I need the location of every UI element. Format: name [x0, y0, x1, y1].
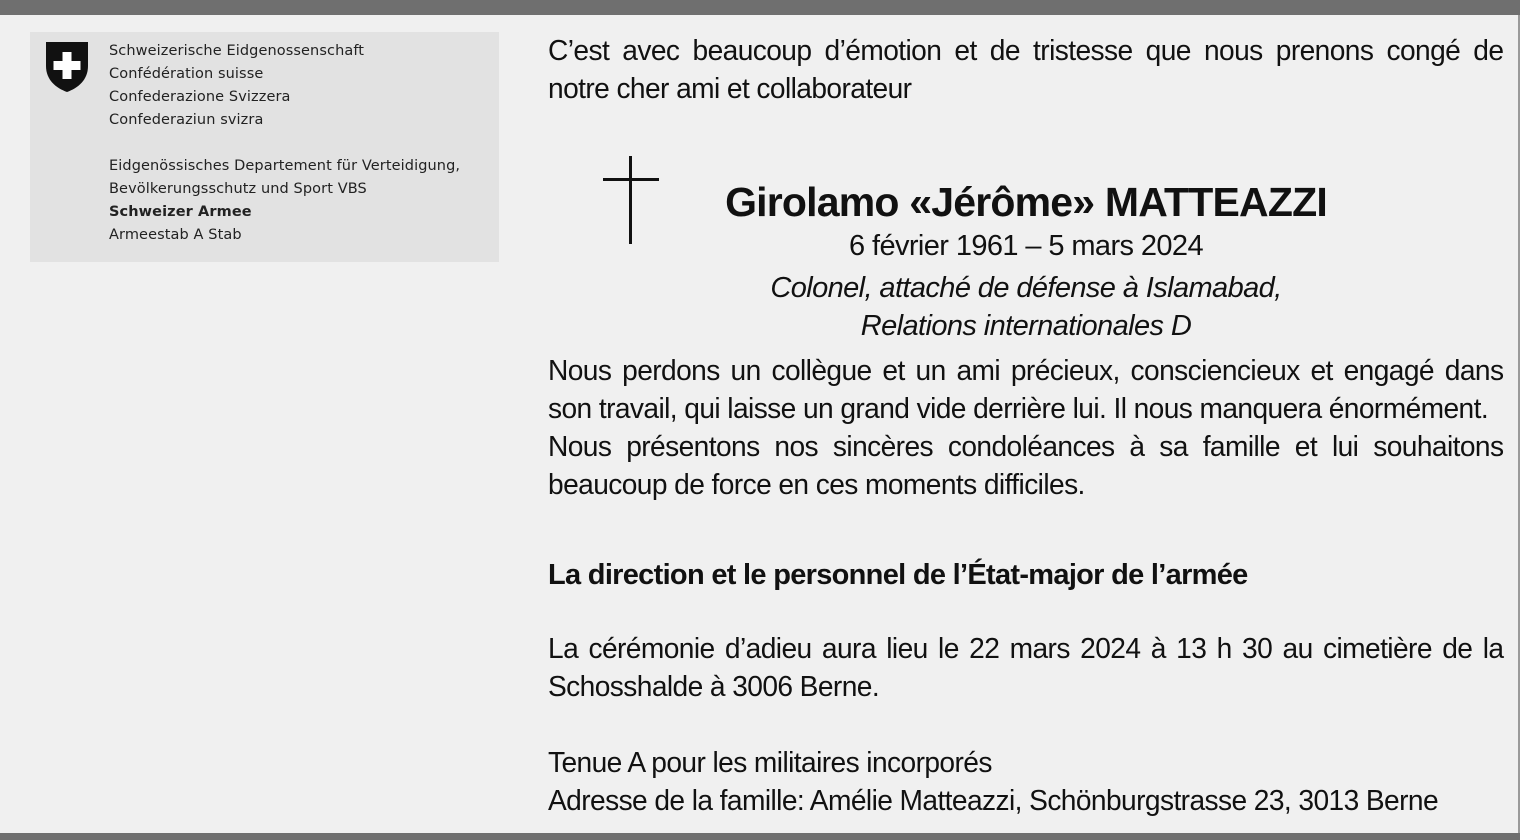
deceased-info	[648, 176, 1404, 345]
signature: La direction et le personnel de l’État-major de l’armée	[548, 559, 1248, 591]
deceased-name: Girolamo «Jérôme» MATTEAZZI	[725, 179, 1327, 225]
role-line-1: Colonel, attaché de défense à Islamabad,	[770, 272, 1282, 304]
unit-name: Schweizer Armee	[109, 204, 252, 220]
department-line-1: Eidgenössisches Departement für Verteidigung,	[109, 158, 461, 174]
org-line-de: Schweizerische Eidgenossenschaft	[109, 43, 365, 59]
family-address: Adresse de la famille: Amélie Matteazzi, Schönburgstrasse 23, 3013 Berne	[548, 785, 1439, 817]
swiss-shield-icon	[44, 40, 90, 99]
tribute-text	[548, 352, 1503, 504]
role-line-2: Relations internationales D	[860, 310, 1192, 342]
org-line-rm: Confederaziun svizra	[109, 112, 264, 128]
tribute-paragraph-1: Nous perdons un collègue et un ami précieux, consciencieux et engagé dans son travail, qui laisse un grand vide derrière lui. Il nous manquera énormément.	[548, 355, 1504, 425]
additional-details	[548, 744, 1503, 820]
intro-text: C’est avec beaucoup d’émotion et de tristesse que nous prenons congé de notre cher ami et collaborateur	[548, 35, 1504, 105]
org-line-it: Confederazione Svizzera	[109, 89, 291, 105]
deceased-role	[648, 269, 1404, 345]
dress-code: Tenue A pour les militaires incorporés	[548, 747, 992, 779]
life-dates: 6 février 1961 – 5 mars 2024	[849, 230, 1203, 262]
bottom-border	[0, 833, 1520, 840]
ceremony-info: La cérémonie d’adieu aura lieu le 22 mars 2024 à 13 h 30 au cimetière de la Schosshalde à 3006 Berne.	[548, 633, 1504, 703]
org-line-fr: Confédération suisse	[109, 66, 264, 82]
unit-subname: Armeestab A Stab	[109, 227, 242, 243]
top-border	[0, 0, 1520, 15]
federal-logo-block	[30, 32, 499, 262]
organization-text	[109, 40, 460, 247]
tribute-paragraph-2: Nous présentons nos sincères condoléances à sa famille et lui souhaitons beaucoup de force en ces moments difficiles.	[548, 431, 1504, 501]
department-line-2: Bevölkerungsschutz und Sport VBS	[109, 181, 367, 197]
